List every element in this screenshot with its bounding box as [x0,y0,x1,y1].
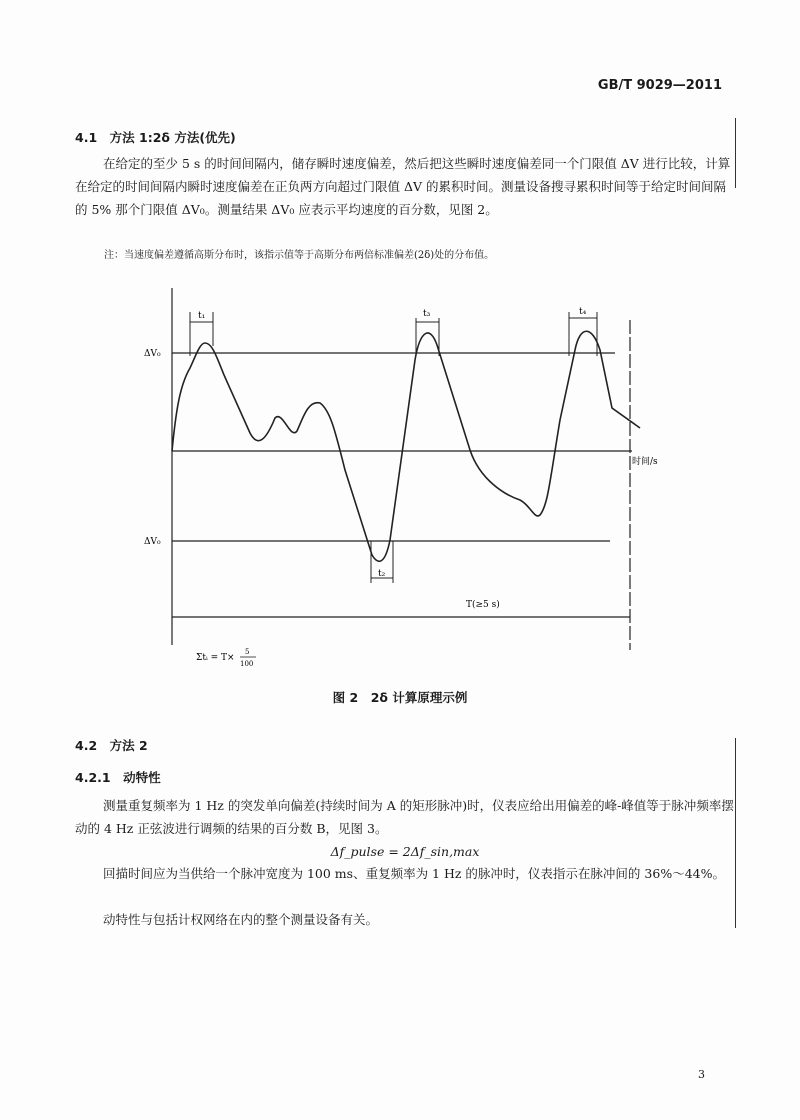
formula-numerator: 5 [245,648,250,656]
neg-threshold-label: ΔV₀ [144,537,161,547]
period-label: T(≥5 s) [466,600,500,610]
formula-lhs: Σtᵢ = T× [196,653,235,663]
section-4-2-1-paragraph-2: 回描时间应为当供给一个脉冲宽度为 100 ms、重复频率为 1 Hz 的脉冲时，仪表指示在脉冲间的 36%～44%。 [103,866,725,881]
velocity-deviation-curve [172,331,640,561]
standard-number: GB/T 9029—2011 [597,78,722,93]
section-4-1-paragraph: 在给定的至少 5 s 的时间间隔内，储存瞬时速度偏差，然后把这些瞬时速度偏差同一个门限值 ΔV 进行比较，计算在给定的时间间隔内瞬时速度偏差在正负两方向超过门限值 ΔV 的累积时间。测量设备搜寻累积时间等于给定时间间隔的 5% 那个门限值 ΔV₀。测量结果 ΔV₀ 应表示平均速度的百分数，见图 2。 [75,156,731,217]
formula-denominator: 100 [240,660,254,668]
section-heading-4-1: 4.1 方法 1:2δ 方法(优先) [75,130,236,145]
pos-threshold-label: ΔV₀ [144,349,161,359]
t2-label: t₂ [378,569,386,579]
section-4-2-1-paragraph-3: 动特性与包括计权网络在内的整个测量设备有关。 [103,912,379,927]
figure-caption: 图 2 2δ 计算原理示例 [332,690,468,705]
time-axis-label: 时间/s [632,457,658,467]
section-heading-4-2-1: 4.2.1 动特性 [75,770,161,785]
t3-label: t₃ [423,309,431,319]
section-heading-4-2: 4.2 方法 2 [75,738,148,753]
t4-label: t₄ [579,307,587,317]
formula: Δf_pulse = 2Δf_sin,max [330,844,480,859]
page-number: 3 [698,1068,705,1081]
note: 注：当速度偏差遵循高斯分布时，该指示值等于高斯分布两倍标准偏差(2δ)处的分布值。 [104,250,495,261]
section-4-2-1-paragraph-1: 测量重复频率为 1 Hz 的突发单向偏差(持续时间为 A 的矩形脉冲)时，仪表应给出用偏差的峰-峰值等于脉冲频率摆动的 4 Hz 正弦波进行调频的结果的百分数 B，见图 3。 [75,798,734,836]
margin-rule [735,738,736,928]
t1-label: t₁ [198,311,206,321]
